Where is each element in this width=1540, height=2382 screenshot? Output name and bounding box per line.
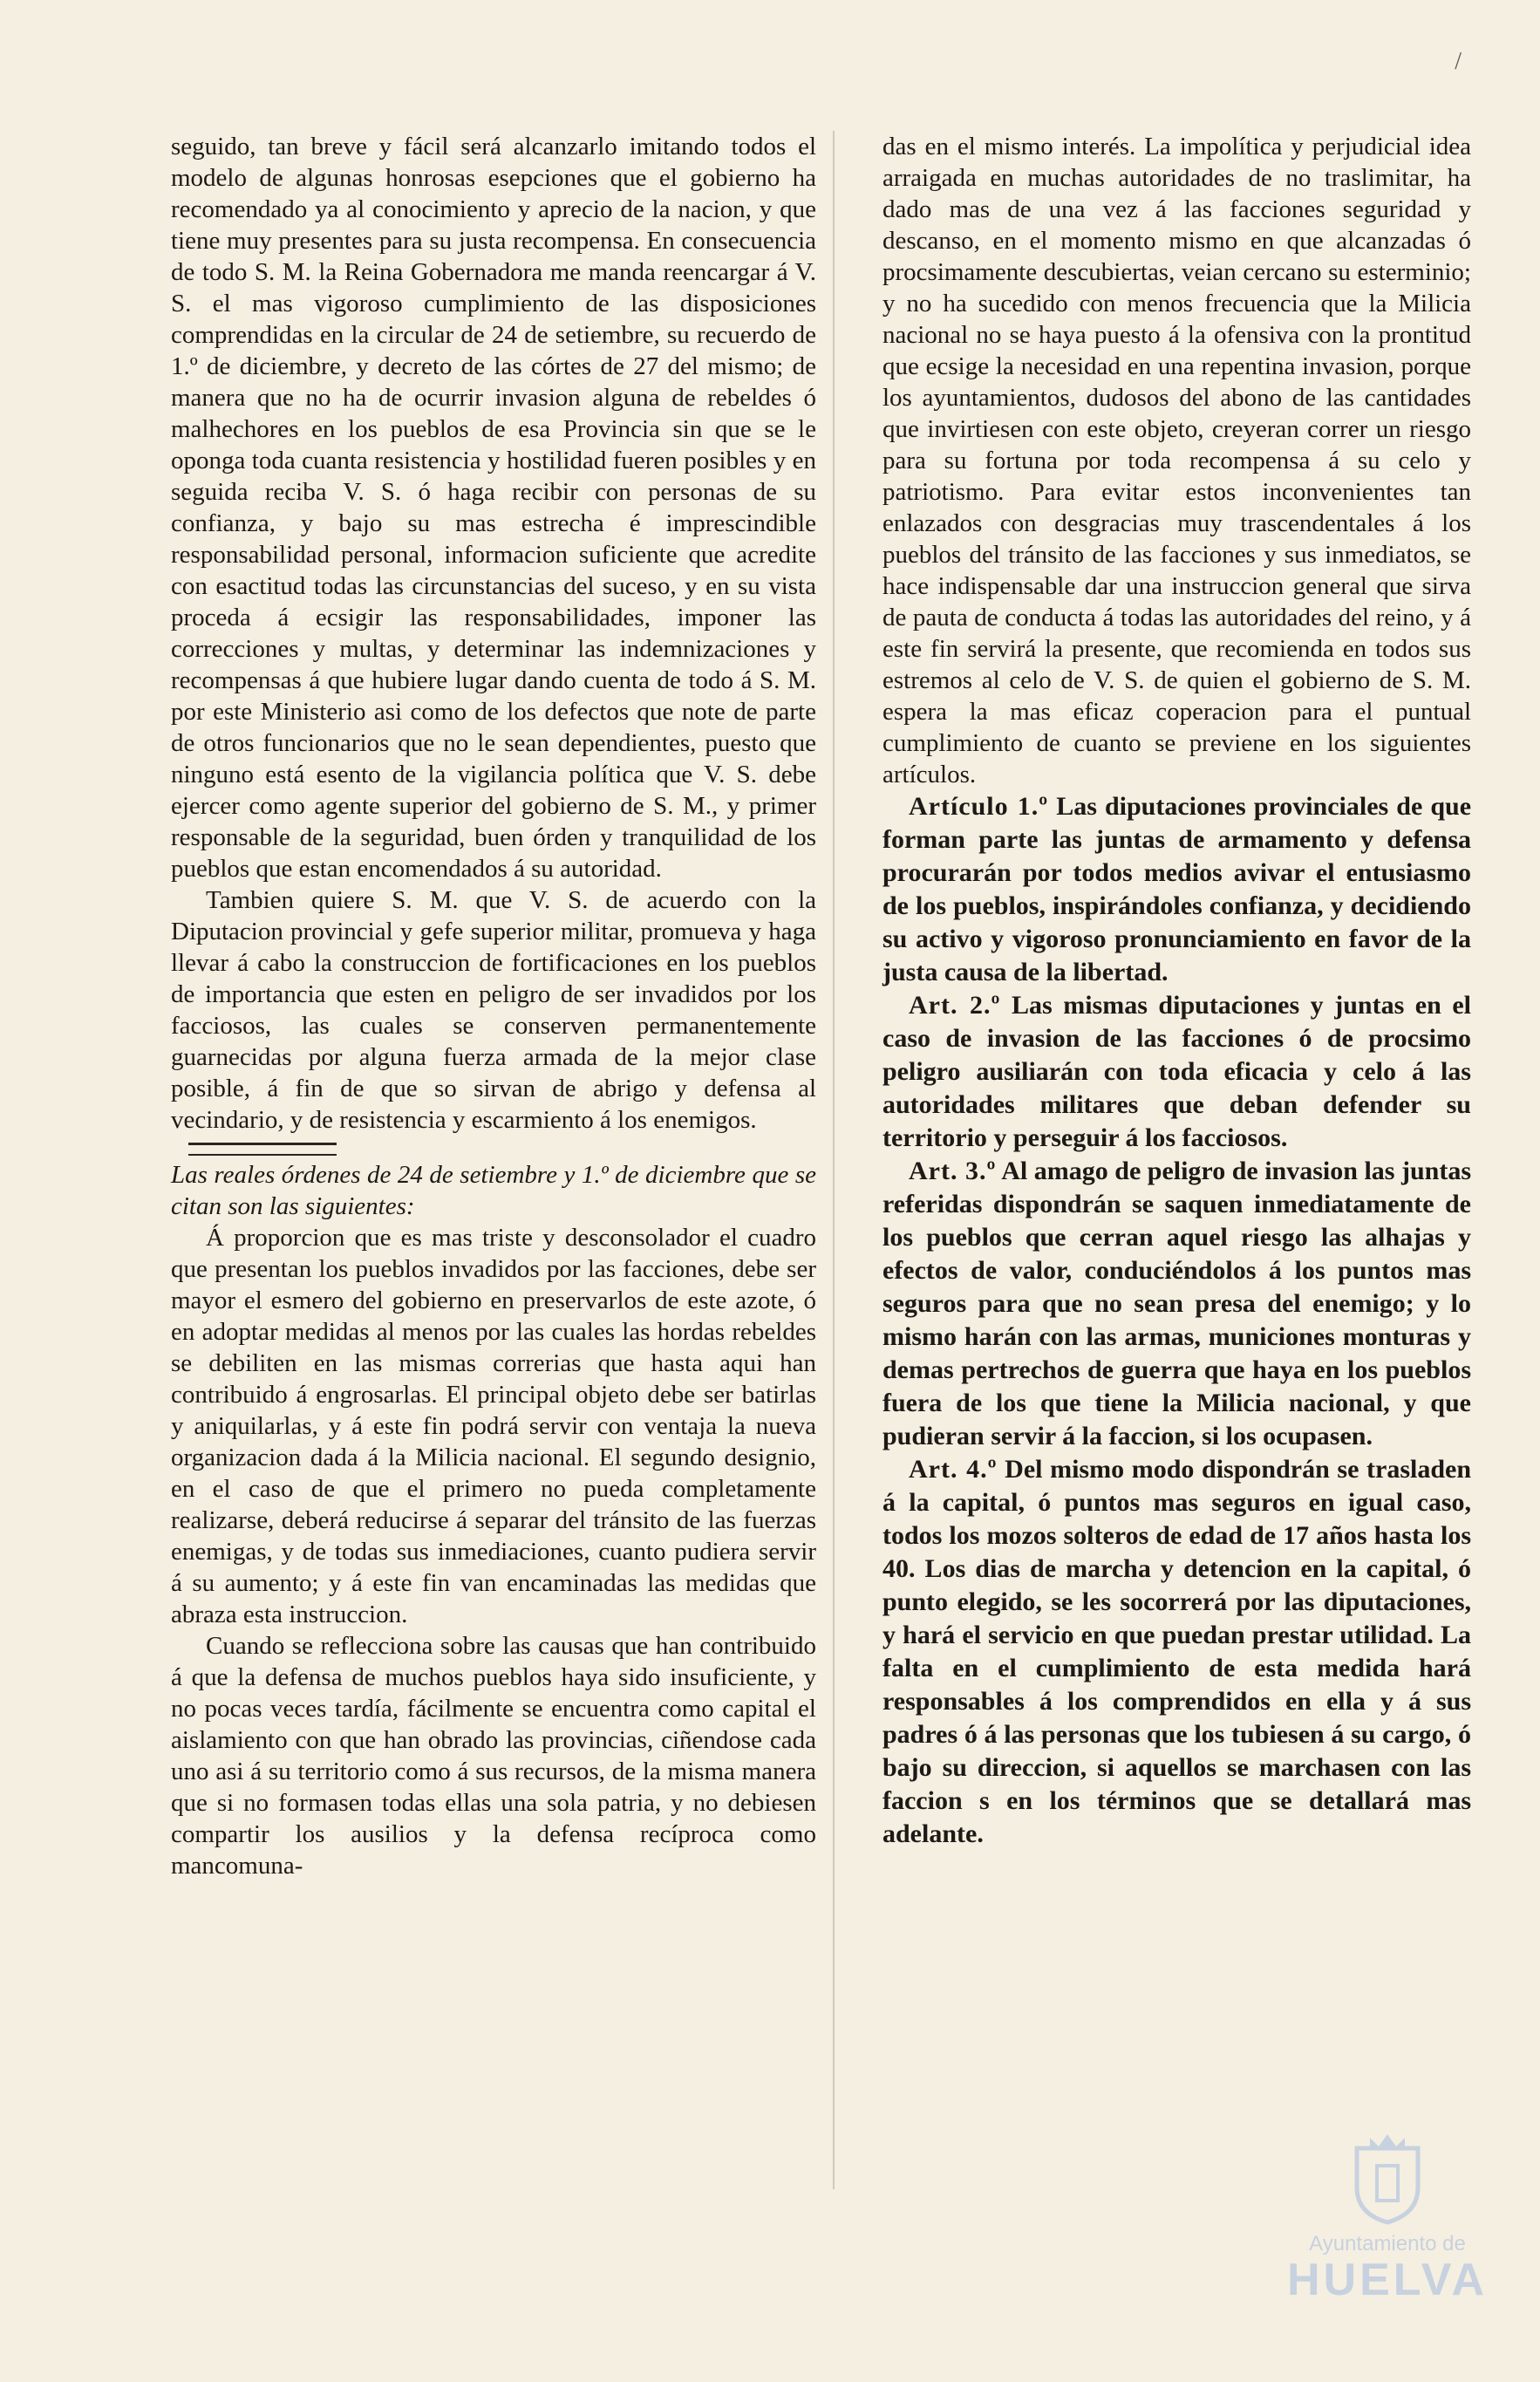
paragraph: seguido, tan breve y fácil será alcanzarlo imitando todos el modelo de algunas honrosas esepciones que el gobierno ha recomendado ya al conocimiento y aprecio de la nacion, y que tiene muy presentes para su justa recompensa. En consecuencia de todo S. M. la Reina Gobernadora me manda reencargar á V. S. el mas vigoroso cumplimiento de las disposiciones comprendidas en la circular de 24 de setiembre, su recuerdo de 1.º de diciembre, y decreto de las córtes de 27 del mismo; de manera que no ha de ocurrir invasion alguna de rebeldes ó malhechores en los pueblos de esa Provincia sin que se le oponga toda cuanta resistencia y hostilidad fueren posibles y en seguida reciba V. S. ó haga recibir con personas de su confianza, y bajo su mas estrecha é imprescindible responsabilidad personal, informacion suficiente que acredite con esactitud todas las circunstancias del suceso, y en su vista proceda á ecsigir las responsabilidades, imponer las correcciones y multas, y determinar las indemnizaciones y recompensas á que hubiere lugar dando cuenta de todo á S. M. por este Ministerio asi como de los defectos que note de parte de otros funcionarios que no le sean dependientes, puesto que ninguno está esento de la vigilancia política que V. S. debe ejercer como agente superior del gobierno de S. M., y primer responsable de la seguridad, buen órden y tranquilidad de los pueblos que estan encomendados á su autoridad.	[171, 133, 816, 883]
paragraph: Cuando se reflecciona sobre las causas que han contribuido á que la defensa de muchos pueblos haya sido insuficiente, y no pocas veces tardía, fácilmente se encuentra como capital el aislamiento con que han obrado las provincias, ciñendose cada uno asi á su territorio como á sus recursos, de la misma manera que si no formasen todas ellas una sola patria, y no debiesen compartir los ausilios y la defensa recíproca como mancomuna-	[171, 1632, 816, 1880]
article-text: Del mismo modo dispondrán se trasladen á la capital, ó puntos mas seguros en igual caso, todos los mozos solteros de edad de 17 años hasta los 40. Los dias de marcha y detencion en la capital, ó punto elegido, se les socorrerá por las diputaciones, y hará el servicio en que puedan prestar utilidad. La falta en el cumplimiento de esta medida hará responsables á los comprendidos en ella y á sus padres ó á las personas que los tubiesen á su cargo, ó bajo su direccion, si aquellos se marchasen con las faccion s en los términos que se detallará mas adelante.	[882, 1455, 1472, 1848]
watermark-line1: Ayuntamiento de	[1309, 2232, 1466, 2256]
coat-of-arms-icon	[1348, 2131, 1427, 2227]
paragraph: das en el mismo interés. La impolítica y perjudicial idea arraigada en muchas autoridades de no traslimitar, ha dado mas de una vez á las facciones seguridad y descanso, en el momento mismo en que alcanzadas ó procsimamente descubiertas, veian cercano su esterminio; y no ha sucedido con menos frecuencia que la Milicia nacional no se haya puesto á la ofensiva con la prontitud que ecsige la necesidad en una repentina invasion, porque los ayuntamientos, dudosos del abono de las cantidades que invirtiesen con este objeto, creyeran correr un riesgo para su fortuna por toda recompensa á su celo y patriotismo. Para evitar estos inconvenientes tan enlazados con desgracias muy trascendentales á los pueblos del tránsito de las facciones y sus inmediatos, se hace indispensable dar una instruccion general que sirva de pauta de conducta á todas las autoridades del reino, y á este fin servirá la presente, que recomienda en todos sus estremos al celo de V. S. de quien el gobierno de S. M. espera la mas eficaz coperacion para el puntual cumplimiento de cuanto se previene en los siguientes artículos.	[882, 133, 1471, 788]
article-number: Art. 3.º	[909, 1157, 997, 1185]
paragraph: Tambien quiere S. M. que V. S. de acuerdo con la Diputacion provincial y gefe superior militar, promueva y haga llevar á cabo la construccion de fortificaciones en los pueblos de importancia que esten en peligro de ser invadidos por los facciosos, las cuales se conserven permanentemente guarnecidas por alguna fuerza armada de la mejor clase posible, á fin de que so sirvan de abrigo y defensa al vecindario, y de resistencia y escarmiento á los enemigos.	[171, 886, 816, 1134]
ornament-divider	[188, 1143, 337, 1156]
article-number: Art. 2.º	[909, 991, 1001, 1020]
left-column	[171, 131, 816, 1881]
article-3	[882, 1155, 1471, 1453]
right-column	[882, 131, 1471, 1851]
article-2	[882, 989, 1471, 1155]
article-text: Al amago de peligro de invasion las juntas referidas dispondrán se saquen inmediatamente de los pueblos que cerran aquel riesgo las alhajas y efectos de valor, conduciéndolos á los puntos mas seguros para que no sean presa del enemigo; y lo mismo harán con las armas, municiones monturas y demas pertrechos de guerra que haya en los pueblos fuera de los que tiene la Milicia nacional, y que pudieran servir á la faccion, si los ocupasen.	[882, 1157, 1471, 1450]
orders-intro: Las reales órdenes de 24 de setiembre y 1.º de diciembre que se citan son las siguientes:	[171, 1161, 816, 1220]
article-number: Art. 4.º	[909, 1455, 998, 1484]
article-1	[882, 790, 1471, 989]
column-divider	[833, 131, 835, 2189]
article-number: Artículo 1.º	[909, 792, 1049, 821]
watermark-line2: HUELVA	[1287, 2255, 1489, 2305]
article-4	[882, 1453, 1471, 1851]
margin-mark: /	[1455, 48, 1462, 75]
watermark-seal	[1287, 2131, 1488, 2304]
article-text: Las diputaciones provinciales de que forman parte las juntas de armamento y defensa procurarán por todos medios avivar el entusiasmo de los pueblos, inspirándoles confianza, y decidiendo su activo y vigoroso pronunciamiento en favor de la justa causa de la libertad.	[882, 792, 1472, 986]
paragraph: Á proporcion que es mas triste y desconsolador el cuadro que presentan los pueblos invadidos por las facciones, debe ser mayor el esmero del gobierno en preservarlos de este azote, ó en adoptar medidas al menos por las cuales las hordas rebeldes se debiliten en las mismas correrias que hasta aqui han contribuido á engrosarlas. El principal objeto debe ser batirlas y aniquilarlas, y á este fin podrá servir con ventaja la nueva organizacion dada á la Milicia nacional. El segundo designio, en el caso de que el primero no pueda completamente realizarse, deberá reducirse á separar del tránsito de las fuerzas enemigas, y de todas sus inmediaciones, cuanto pudiera servir á su aumento; y á este fin van encaminadas las medidas que abraza esta instruccion.	[171, 1224, 816, 1628]
article-text: Las mismas diputaciones y juntas en el caso de invasion de las facciones ó de procsimo peligro ausiliarán con toda eficacia y celo á las autoridades militares que deban defender su territorio y perseguir á los facciosos.	[882, 991, 1472, 1152]
